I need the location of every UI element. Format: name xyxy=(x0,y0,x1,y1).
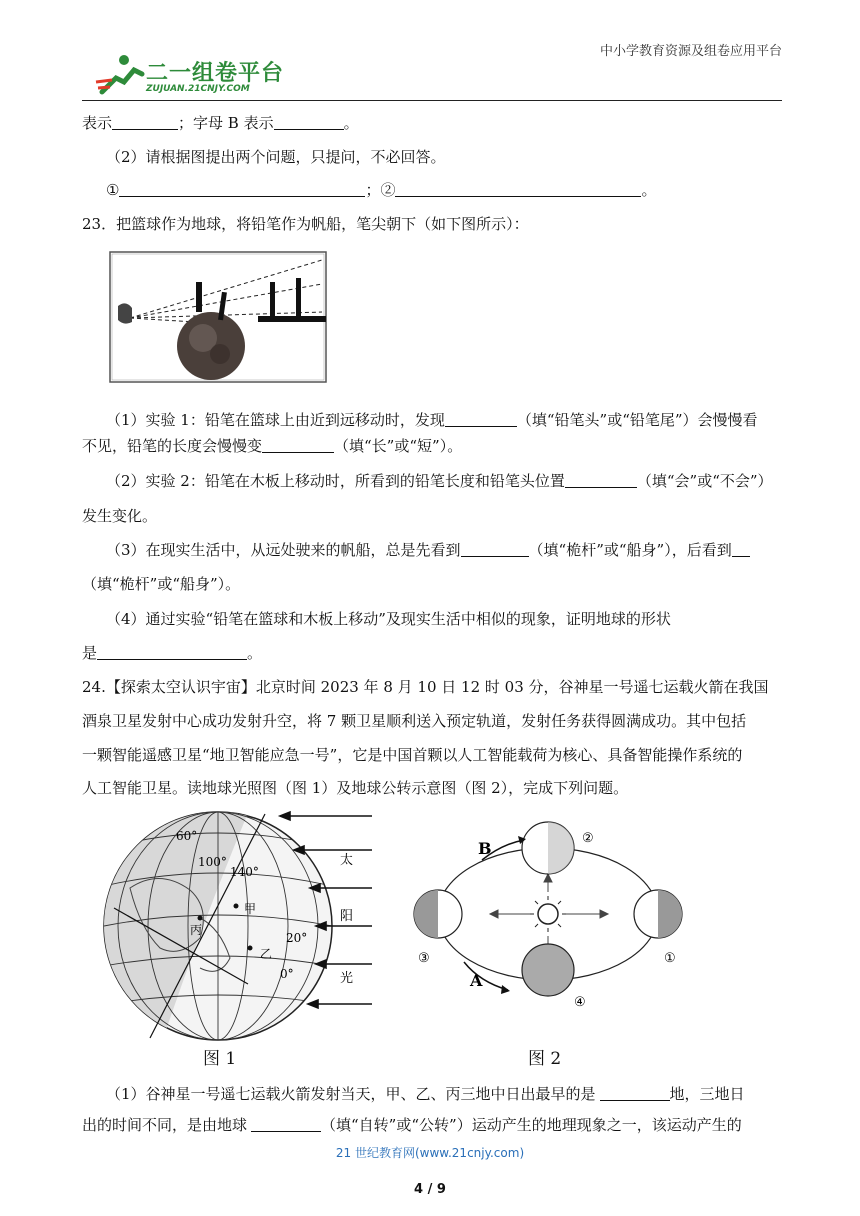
lat-0-label: 0° xyxy=(280,967,294,981)
question-24: 24.【探索太空认识宇宙】北京时间 2023 年 8 月 10 日 12 时 03 分，谷神星一号遥七运载火箭在我国 xyxy=(82,678,769,696)
answer-blank[interactable] xyxy=(461,541,529,557)
fig2-caption: 图 2 xyxy=(528,1049,562,1069)
text-line: ① ；② 。 xyxy=(106,181,657,199)
answer-blank[interactable] xyxy=(445,411,517,427)
place-bing-label: 丙 xyxy=(190,923,203,937)
sunlight-label-2: 阳 xyxy=(340,909,354,924)
logo-subtext: ZUJUAN.21CNJY.COM xyxy=(146,84,250,94)
text-line: （1）实验 1：铅笔在篮球上由近到远移动时，发现 （填“铅笔头”或“铅笔尾”）会慢慢看 xyxy=(106,411,758,429)
earth-illumination-figure xyxy=(100,808,380,1044)
sunlight-label-3: 光 xyxy=(340,971,354,986)
text-line: （1）谷神星一号遥七运载火箭发射当天，甲、乙、丙三地中日出最早的是 地，三地日 xyxy=(106,1085,745,1103)
text-line: （2）请根据图提出两个问题，只提问，不必回答。 xyxy=(106,148,446,166)
logo xyxy=(94,52,294,98)
text-line: 是 。 xyxy=(82,644,263,662)
text-line: （填“桅杆”或“船身”）。 xyxy=(82,575,241,593)
question-23: 23．把篮球作为地球，将铅笔作为帆船，笔尖朝下（如下图所示）： xyxy=(82,215,529,233)
logo-text: 二一组卷平台 xyxy=(146,61,285,86)
text-line: 一颗智能遥感卫星“地卫智能应急一号”，它是中国首颗以人工智能载荷为核心、具备智能操作系统的 xyxy=(82,746,743,764)
position-3-label: ③ xyxy=(418,951,430,966)
answer-blank[interactable] xyxy=(732,541,750,557)
site-title: 中小学教育资源及组卷应用平台 xyxy=(599,44,782,59)
answer-blank[interactable] xyxy=(565,472,637,488)
basketball-pencil-figure xyxy=(108,250,328,384)
text-line: （4）通过实验“铅笔在篮球和木板上移动”及现实生活中相似的现象，证明地球的形状 xyxy=(106,610,671,628)
text-line: （3）在现实生活中，从远处驶来的帆船，总是先看到 （填“桅杆”或“船身”），后看到 xyxy=(82,540,806,560)
lon-140-label: 140° xyxy=(230,865,259,879)
text-line: 出的时间不同，是由地球 （填“自转”或“公转”）运动产生的地理现象之一，该运动产生的 xyxy=(82,1116,742,1134)
position-4-label: ④ xyxy=(574,995,586,1010)
page-number: 4 / 9 xyxy=(414,1182,446,1197)
answer-blank[interactable] xyxy=(251,1116,321,1132)
text-line: 表示 ；字母 B 表示 。 xyxy=(82,114,359,132)
lon-100-label: 100° xyxy=(198,855,227,869)
earth-orbit-figure xyxy=(412,820,676,1010)
header-divider xyxy=(82,100,782,101)
answer-blank[interactable] xyxy=(600,1085,670,1101)
lat-60-label: 60° xyxy=(176,829,198,843)
footer-source[interactable]: 21 世纪教育网(www.21cnjy.com) xyxy=(335,1146,525,1160)
sunlight-label-1: 太 xyxy=(340,853,354,868)
answer-blank[interactable] xyxy=(112,114,178,130)
fig1-caption: 图 1 xyxy=(203,1049,237,1069)
label-A: A xyxy=(470,971,483,990)
text-line: 不见，铅笔的长度会慢慢变 （填“长”或“短”）。 xyxy=(82,437,463,455)
text-line: 人工智能卫星。读地球光照图（图 1）及地球公转示意图（图 2），完成下列问题。 xyxy=(82,779,629,797)
text-line: 发生变化。 xyxy=(82,507,158,525)
answer-blank[interactable] xyxy=(274,114,344,130)
answer-blank[interactable] xyxy=(119,181,365,197)
position-1-label: ① xyxy=(664,951,676,966)
runner-logo-icon xyxy=(94,52,146,98)
place-jia-label: 甲 xyxy=(244,902,257,916)
answer-blank[interactable] xyxy=(262,437,334,453)
place-yi-label: 乙 xyxy=(260,947,273,961)
text-line: 酒泉卫星发射中心成功发射升空，将 7 颗卫星顺利送入预定轨道，发射任务获得圆满成功。其中包括 xyxy=(82,712,747,730)
lat-20-label: 20° xyxy=(286,931,308,945)
label-B: B xyxy=(478,839,492,858)
position-2-label: ② xyxy=(582,831,594,846)
text-line: （2）实验 2：铅笔在木板上移动时，所看到的铅笔长度和铅笔头位置 （填“会”或“不会”） xyxy=(106,472,773,490)
answer-blank[interactable] xyxy=(395,181,641,197)
answer-blank[interactable] xyxy=(97,644,247,660)
